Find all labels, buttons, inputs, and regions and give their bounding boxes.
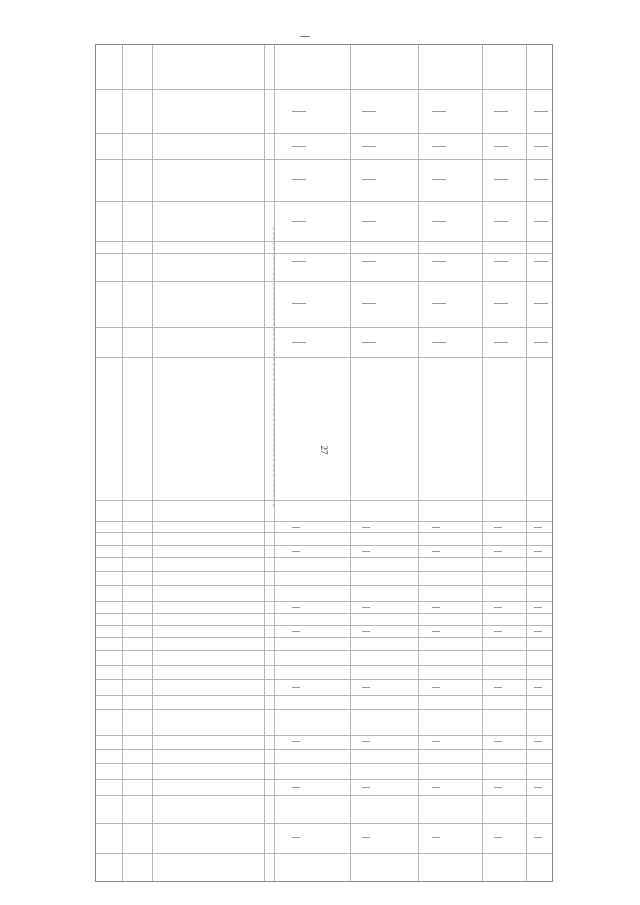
rule-col-10 [96, 532, 552, 533]
header-years-block [135, 66, 157, 166]
header-additional-block [125, 526, 147, 626]
mark-g4 [362, 631, 370, 632]
rule-col-15 [96, 613, 552, 614]
mark-g7 [362, 787, 370, 788]
mark-b7 [362, 342, 376, 343]
rule-col-6 [96, 281, 552, 282]
mark-a6 [292, 303, 306, 304]
mark-i6 [494, 741, 502, 742]
mark-g1 [362, 527, 370, 528]
mark-b4 [362, 221, 376, 222]
mark-b5 [362, 261, 376, 262]
rule-col-12 [96, 557, 552, 558]
mark-f1 [292, 527, 300, 528]
top-mark [300, 36, 310, 37]
page-number: 27 [319, 445, 329, 455]
mark-g5 [362, 687, 370, 688]
cell-indicator-1 [284, 445, 344, 525]
rule-col-18 [96, 665, 552, 666]
mark-e2 [534, 146, 548, 147]
mark-f2 [292, 551, 300, 552]
mark-e1 [534, 111, 548, 112]
mark-j1 [534, 527, 542, 528]
mark-j2 [534, 551, 542, 552]
rule-col-2 [96, 133, 552, 134]
rule-col-26 [96, 795, 552, 796]
rule-col-3 [96, 159, 552, 160]
mark-a3 [292, 179, 306, 180]
rule-col-23 [96, 749, 552, 750]
rule-header-2 [152, 45, 153, 881]
rule-col-22 [96, 735, 552, 736]
mark-b2 [362, 146, 376, 147]
rule-col-19 [96, 679, 552, 680]
mark-c1 [432, 111, 446, 112]
mark-h2 [432, 551, 440, 552]
mark-c5 [432, 261, 446, 262]
mark-g8 [362, 837, 370, 838]
mark-c4 [432, 221, 446, 222]
mark-d6 [494, 303, 508, 304]
mark-g2 [362, 551, 370, 552]
mark-i1 [494, 527, 502, 528]
rule-col-27 [96, 823, 552, 824]
mark-d3 [494, 179, 508, 180]
mark-h8 [432, 837, 440, 838]
rule-col-25 [96, 779, 552, 780]
mark-d5 [494, 261, 508, 262]
mark-j3 [534, 607, 542, 608]
mark-i3 [494, 607, 502, 608]
mark-a1 [292, 111, 306, 112]
mark-a7 [292, 342, 306, 343]
rule-section-4 [96, 650, 552, 651]
rule-col-8 [96, 357, 552, 358]
mark-c2 [432, 146, 446, 147]
mark-f4 [292, 631, 300, 632]
mark-g6 [362, 741, 370, 742]
mark-a4 [292, 221, 306, 222]
rule-col-16 [96, 625, 552, 626]
mark-c6 [432, 303, 446, 304]
rule-col-24 [96, 763, 552, 764]
mark-h4 [432, 631, 440, 632]
mark-h3 [432, 607, 440, 608]
mark-a5 [292, 261, 306, 262]
mark-e7 [534, 342, 548, 343]
rule-section-3 [96, 585, 552, 586]
rule-col-21 [96, 709, 552, 710]
mark-a2 [292, 146, 306, 147]
mark-h6 [432, 741, 440, 742]
rule-row-1 [350, 45, 351, 881]
header-codes-block [115, 666, 137, 766]
mark-i2 [494, 551, 502, 552]
mark-e5 [534, 261, 548, 262]
mark-d1 [494, 111, 508, 112]
mark-h1 [432, 527, 440, 528]
mark-h5 [432, 687, 440, 688]
mark-f6 [292, 741, 300, 742]
mark-d4 [494, 221, 508, 222]
mark-i5 [494, 687, 502, 688]
mark-j6 [534, 741, 542, 742]
mark-e4 [534, 221, 548, 222]
rule-col-28 [96, 853, 552, 854]
rule-col-17 [96, 637, 552, 638]
mark-d7 [494, 342, 508, 343]
mark-j8 [534, 837, 542, 838]
mark-f7 [292, 787, 300, 788]
cell-admin-measure [526, 445, 586, 525]
rule-col-7 [96, 327, 552, 328]
mark-i8 [494, 837, 502, 838]
rule-col-4 [96, 201, 552, 202]
mark-i7 [494, 787, 502, 788]
mark-f5 [292, 687, 300, 688]
mark-f8 [292, 837, 300, 838]
mark-c3 [432, 179, 446, 180]
mark-i4 [494, 631, 502, 632]
rule-col-20 [96, 695, 552, 696]
mark-e3 [534, 179, 548, 180]
rule-col-5 [96, 241, 552, 242]
mark-b3 [362, 179, 376, 180]
mark-g3 [362, 607, 370, 608]
cell-task-2 [416, 445, 476, 525]
cell-indicator-2 [352, 445, 412, 525]
mark-j5 [534, 687, 542, 688]
mark-f3 [292, 607, 300, 608]
mark-c7 [432, 342, 446, 343]
rule-col-1 [96, 89, 552, 90]
mark-b6 [362, 303, 376, 304]
mark-e6 [534, 303, 548, 304]
mark-h7 [432, 787, 440, 788]
mark-d2 [494, 146, 508, 147]
cell-program-name [231, 410, 291, 540]
rule-section-1 [96, 253, 552, 254]
header-target-block [99, 52, 123, 82]
budget-table [95, 44, 553, 882]
mark-j7 [534, 787, 542, 788]
rule-col-13 [96, 571, 552, 572]
rule-col-14 [96, 601, 552, 602]
mark-b1 [362, 111, 376, 112]
mark-j4 [534, 631, 542, 632]
rule-col-11 [96, 545, 552, 546]
